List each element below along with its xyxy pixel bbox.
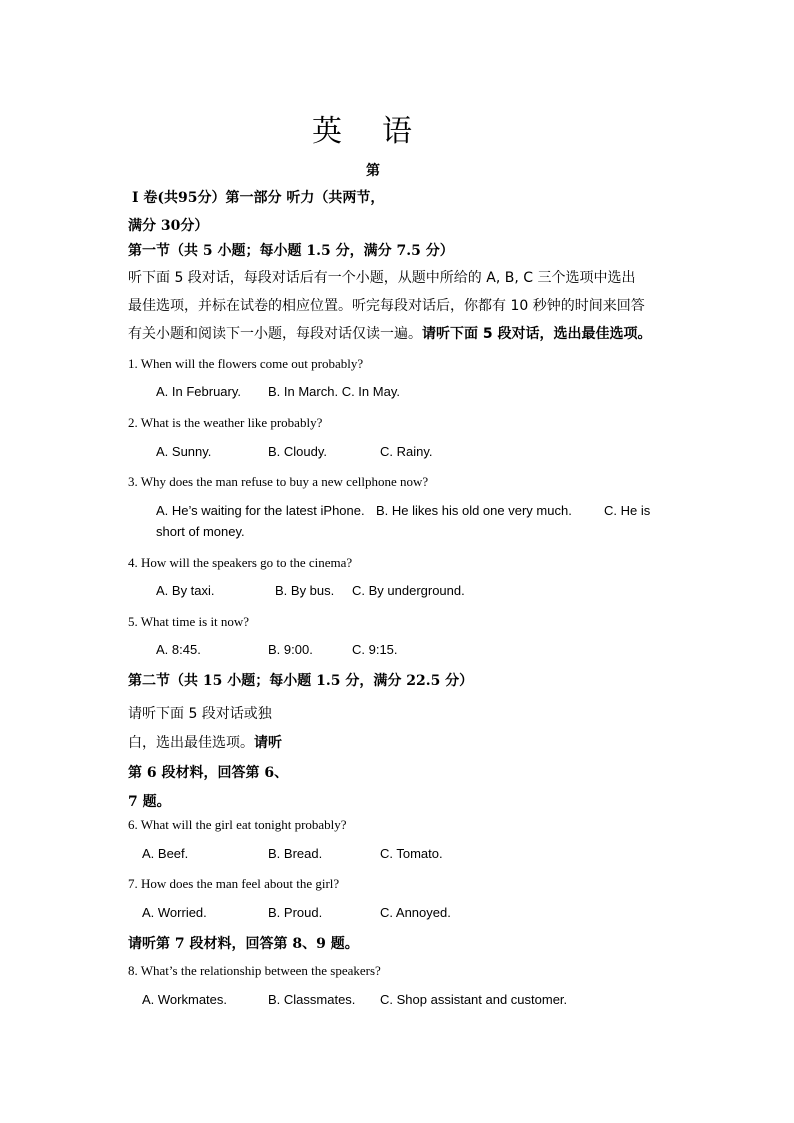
q1-option-a: A. In February. — [156, 384, 242, 399]
q2-option-a: A. Sunny. — [156, 444, 212, 459]
section1-heading: 第一节（共 5 小题；每小题 1.5 分，满分 7.5 分） — [128, 243, 454, 259]
question-4: 4. How will the speakers go to the cinema? — [128, 555, 353, 570]
question-5: 5. What time is it now? — [128, 614, 250, 629]
header-line-1: 第 — [366, 163, 380, 179]
title-char-1: 英 — [312, 114, 342, 149]
title-char-2: 语 — [382, 114, 412, 149]
q5-option-b: B. 9:00. — [268, 642, 313, 657]
q7-option-b: B. Proud. — [268, 905, 323, 920]
q4-option-b: B. By bus. — [275, 583, 335, 598]
instruction-line-2: 最佳选项，并标在试卷的相应位置。听完每段对话后，你都有 10 秒钟的时间来回答 — [128, 298, 645, 314]
q2-option-b: B. Cloudy. — [268, 444, 328, 459]
q2-option-c: C. Rainy. — [380, 444, 433, 459]
section1-instructions — [128, 264, 668, 348]
q1-option-bc: B. In March. C. In May. — [268, 384, 400, 399]
header-line-2: I 卷(共95分）第一部分 听力（共两节， — [132, 190, 385, 206]
section2-line-1: 请听下面 5 段对话或独 — [128, 706, 272, 722]
page-title — [312, 106, 412, 150]
q6-option-b: B. Bread. — [268, 846, 323, 861]
q5-option-a: A. 8:45. — [156, 642, 201, 657]
q8-option-b: B. Classmates. — [268, 992, 356, 1007]
q7-option-c: C. Annoyed. — [380, 905, 451, 920]
instruction-line-1: 听下面 5 段对话，每段对话后有一个小题，从题中所给的 A, B, C 三个选项中选出 — [128, 270, 636, 286]
instruction-line-3 — [128, 320, 668, 348]
q8-option-c: C. Shop assistant and customer. — [380, 992, 568, 1007]
q3-option-c-cont: short of money. — [156, 524, 245, 539]
section2-line-4: 7 题。 — [128, 794, 171, 810]
instruction-line-3-bold: 请听下面 5 段对话，选出最佳选项。 — [422, 326, 652, 342]
q6-option-a: A. Beef. — [142, 846, 189, 861]
q3-option-b: B. He likes his old one very much. — [376, 503, 572, 518]
section3-instruction: 请听第 7 段材料，回答第 8、9 题。 — [128, 936, 359, 952]
q6-option-c: C. Tomato. — [380, 846, 443, 861]
question-8: 8. What’s the relationship between the speakers? — [128, 963, 381, 978]
q8-option-a: A. Workmates. — [142, 992, 228, 1007]
question-3: 3. Why does the man refuse to buy a new cellphone now? — [128, 474, 429, 489]
question-2: 2. What is the weather like probably? — [128, 415, 323, 430]
section2-heading: 第二节（共 15 小题；每小题 1.5 分，满分 22.5 分） — [128, 673, 474, 689]
q3-option-a: A. He’s waiting for the latest iPhone. — [156, 503, 365, 518]
q3-option-c: C. He is — [604, 503, 651, 518]
section2-line-2 — [128, 732, 282, 752]
section2-line-2-text: 白，选出最佳选项。 — [128, 735, 254, 751]
question-1: 1. When will the flowers come out probably? — [128, 356, 364, 371]
q5-option-c: C. 9:15. — [352, 642, 398, 657]
q4-option-a: A. By taxi. — [156, 583, 215, 598]
section2-line-2-bold: 请听 — [254, 735, 282, 751]
question-7: 7. How does the man feel about the girl? — [128, 876, 340, 891]
section2-line-3: 第 6 段材料，回答第 6、 — [128, 765, 289, 781]
question-6: 6. What will the girl eat tonight probably? — [128, 817, 347, 832]
instruction-line-3-text: 有关小题和阅读下一小题，每段对话仅读一遍。 — [128, 326, 422, 342]
header-line-3: 满分 30分） — [128, 218, 209, 234]
q7-option-a: A. Worried. — [142, 905, 207, 920]
q4-option-c: C. By underground. — [352, 583, 465, 598]
